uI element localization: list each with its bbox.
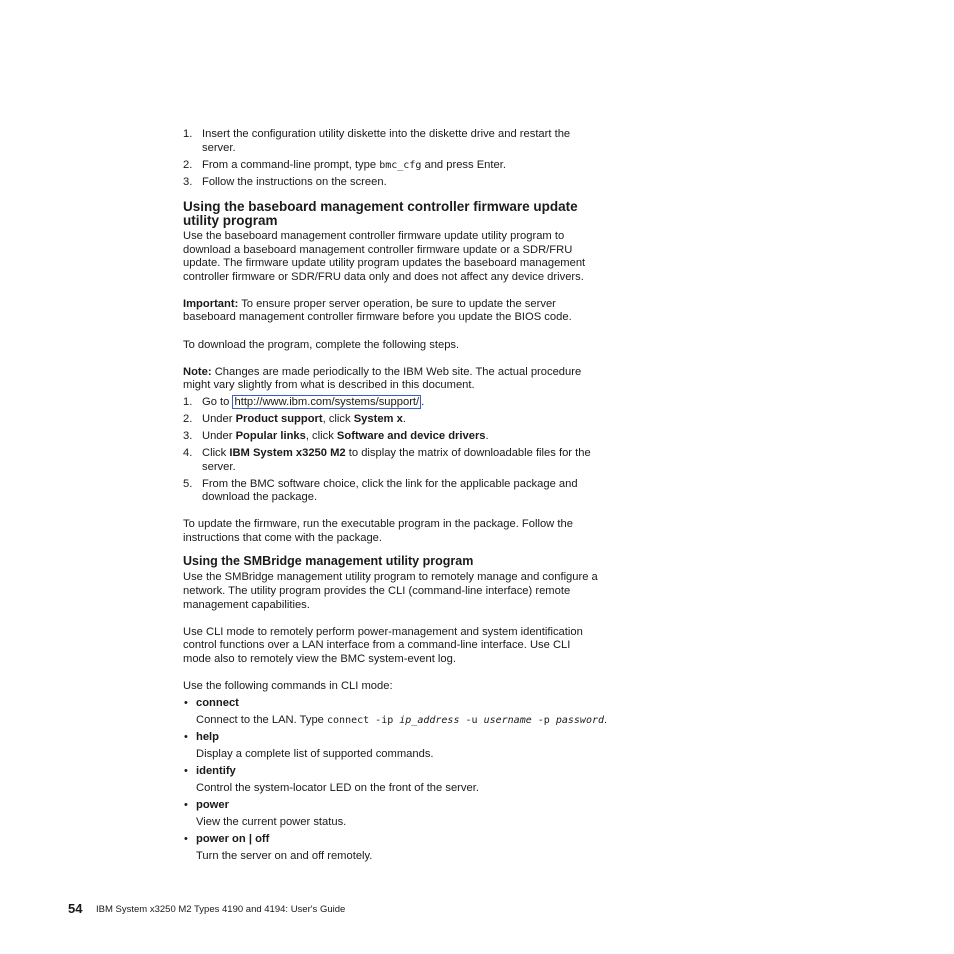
command-term: power on | off (196, 833, 270, 845)
code-bmc-cfg: bmc_cfg (379, 160, 422, 171)
command-term: connect (196, 697, 239, 709)
bullet: • (184, 799, 188, 811)
command-desc: Display a complete list of supported commands. (196, 748, 434, 760)
step-number: 4. (183, 447, 193, 459)
note: might vary slightly from what is described in this document. (183, 379, 475, 391)
step-text: server. (202, 461, 236, 473)
paragraph-line: management capabilities. (183, 599, 310, 611)
important-note: baseboard management controller firmware before you update the BIOS code. (183, 311, 572, 323)
command-desc: Control the system-locator LED on the front of the server. (196, 782, 479, 794)
section-heading: utility program (183, 213, 278, 228)
command-desc: View the current power status. (196, 816, 347, 828)
step-text: Go to http://www.ibm.com/systems/support/ . (202, 396, 425, 408)
step-text: Follow the instructions on the screen. (202, 176, 387, 188)
step-number: 3. (183, 430, 193, 442)
section-heading: Using the SMBridge management utility program (183, 554, 474, 568)
paragraph-line: update. The firmware update utility program updates the baseboard management (183, 257, 586, 269)
step-text: server. (202, 142, 236, 154)
important-note: Important: To ensure proper server operation, be sure to update the server (183, 298, 556, 310)
bullet: • (184, 833, 188, 845)
section-heading: Using the baseboard management controller firmware update (183, 199, 578, 214)
step-number: 2. (183, 159, 193, 171)
command-desc: Connect to the LAN. Type connect -ip ip_address -u username -p password. (196, 714, 608, 726)
paragraph-line: mode also to remotely view the BMC system-event log. (183, 653, 456, 665)
step-number: 3. (183, 176, 193, 188)
note: Note: Changes are made periodically to the IBM Web site. The actual procedure (183, 366, 582, 378)
paragraph-line: Use the following commands in CLI mode: (183, 680, 393, 692)
step-number: 2. (183, 413, 193, 425)
paragraph-line: Use CLI mode to remotely perform power-management and system identification (183, 626, 583, 638)
bullet: • (184, 731, 188, 743)
step-text: download the package. (202, 491, 318, 503)
step-text: From the BMC software choice, click the link for the applicable package and (202, 478, 578, 490)
step-number: 1. (183, 128, 193, 140)
paragraph-line: control functions over a LAN interface from a command-line interface. Use CLI (183, 639, 571, 651)
command-term: identify (196, 765, 236, 777)
footer-title: IBM System x3250 M2 Types 4190 and 4194: User's Guide (96, 904, 346, 915)
command-term: help (196, 731, 219, 743)
command-term: power (196, 799, 229, 811)
paragraph-line: instructions that come with the package. (183, 532, 382, 544)
step-text: Insert the configuration utility diskette into the diskette drive and restart the (202, 128, 571, 140)
paragraph-line: Use the SMBridge management utility program to remotely manage and configure a (183, 571, 598, 583)
bullet: • (184, 765, 188, 777)
paragraph-line: To update the firmware, run the executable program in the package. Follow the (183, 518, 573, 530)
step-text: Under Product support, click System x. (202, 413, 406, 425)
step-text: Under Popular links, click Software and device drivers. (202, 430, 489, 442)
ibm-support-link[interactable]: http://www.ibm.com/systems/support/ (234, 396, 420, 408)
page-number: 54 (68, 901, 83, 916)
step-number: 5. (183, 478, 193, 490)
step-text: From a command-line prompt, type bmc_cfg and press Enter. (202, 159, 506, 171)
paragraph-line: controller firmware or SDR/FRU data only and does not affect any device drivers. (183, 271, 584, 283)
paragraph-line: download a baseboard management controller firmware update or a SDR/FRU (183, 244, 573, 256)
step-text: Click IBM System x3250 M2 to display the matrix of downloadable files for the (202, 447, 591, 459)
paragraph-line: network. The utility program provides the CLI (command-line interface) remote (183, 585, 571, 597)
bullet: • (184, 697, 188, 709)
paragraph-line: Use the baseboard management controller firmware update utility program to (183, 230, 565, 242)
command-desc: Turn the server on and off remotely. (196, 850, 373, 862)
step-number: 1. (183, 396, 193, 408)
paragraph-line: To download the program, complete the following steps. (183, 339, 460, 351)
